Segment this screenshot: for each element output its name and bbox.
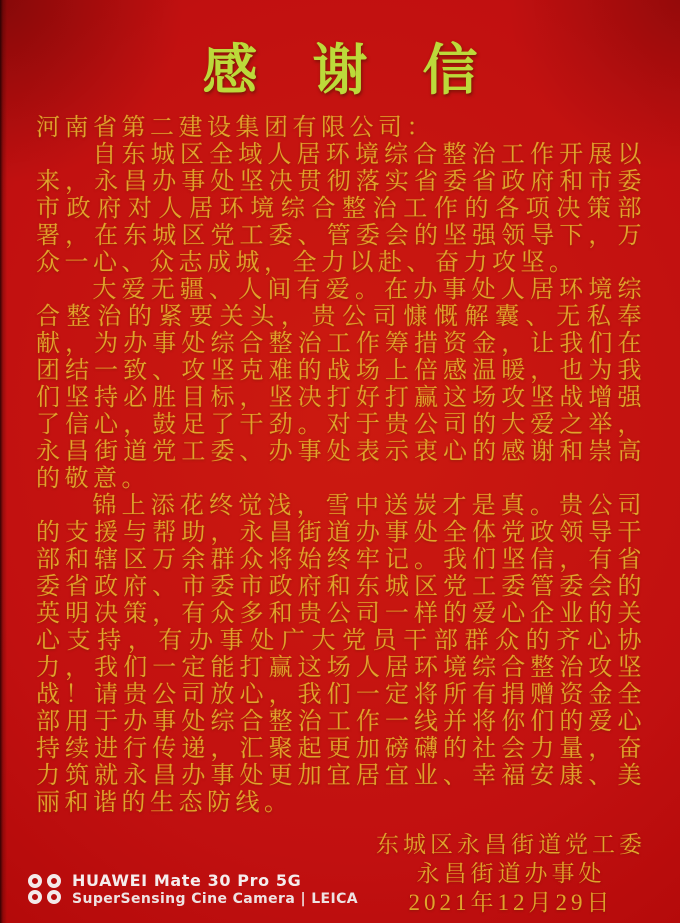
signature-org-2: 永昌街道办事处 bbox=[416, 861, 606, 886]
signature-org-1: 东城区永昌街道党工委 bbox=[376, 832, 646, 857]
camera-ring-icon bbox=[28, 890, 42, 904]
paragraph: 自东城区全域人居环境综合整治工作开展以来，永昌办事处坚决贯彻落实省委省政府和市委市政府对人居环境综合整治工作的各项决策部署，在东城区党工委、管委会的坚强领导下，万众一心、众志成城，全力以赴、奋力攻坚。 bbox=[36, 142, 646, 276]
signature-date: 2021年12月29日 bbox=[408, 890, 614, 915]
camera-ring-icon bbox=[28, 874, 42, 888]
watermark-camera-info: SuperSensing Cine Camera | LEICA bbox=[72, 891, 359, 907]
quad-camera-icon bbox=[28, 874, 61, 904]
camera-ring-icon bbox=[47, 890, 61, 904]
letter-title: 感谢信 bbox=[202, 40, 533, 101]
watermark-text bbox=[72, 871, 358, 907]
watermark-device-name: HUAWEI Mate 30 Pro 5G bbox=[72, 871, 302, 890]
paragraph: 大爱无疆、人间有爱。在办事处人居环境综合整治的紧要关头，贵公司慷慨解囊、无私奉献，为办事处综合整治工作筹措资金，让我们在团结一致、攻坚克难的战场上倍感温暖，也为我们坚持必胜目标，坚决打好打赢这场攻坚战增强了信心，鼓足了干劲。对于贵公司的大爱之举，永昌街道党工委、办事处表示衷心的感谢和崇高的敬意。 bbox=[36, 277, 646, 492]
letter-body bbox=[36, 115, 646, 817]
paragraph: 锦上添花终觉浅，雪中送炭才是真。贵公司的支援与帮助，永昌街道办事处全体党政领导干部和辖区万余群众将始终牢记。我们坚信，有省委省政府、市委市政府和东城区党工委管委会的英明决策，有众多和贵公司一样的爱心企业的关心支持，有办事处广大党员干部群众的齐心协力，我们一定能打赢这场人居环境综合整治攻坚战！请贵公司放心，我们一定将所有捐赠资金全部用于办事处综合整治工作一线并将你们的爱心持续进行传递，汇聚起更加磅礴的社会力量，奋力筑就永昌办事处更加宜居宜业、幸福安康、美丽和谐的生态防线。 bbox=[36, 493, 646, 816]
camera-ring-icon bbox=[47, 874, 61, 888]
salutation: 河南省第二建设集团有限公司： bbox=[36, 115, 435, 141]
camera-watermark bbox=[28, 871, 358, 907]
signature-block bbox=[376, 830, 646, 917]
